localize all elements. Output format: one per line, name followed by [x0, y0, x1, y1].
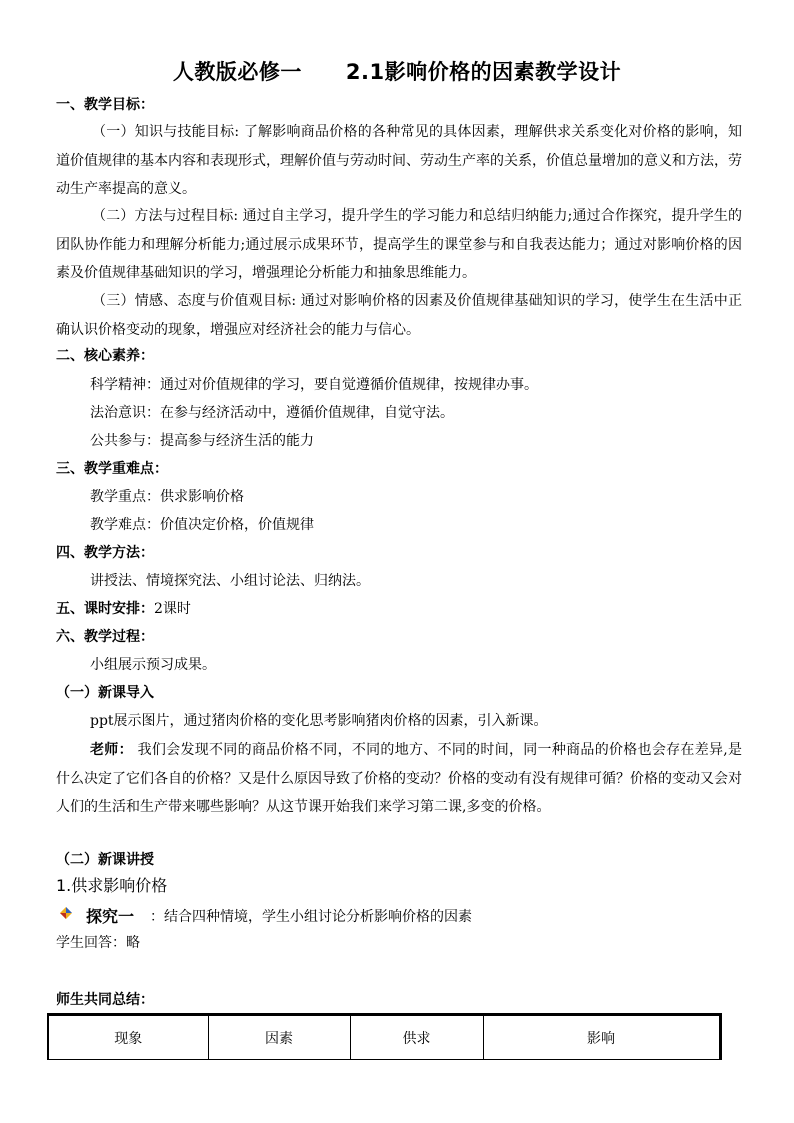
summary-table [47, 1013, 722, 1060]
key-point-difficulty: 教学难点：价值决定价格，价值规律 [90, 517, 314, 533]
schedule-row [56, 599, 191, 619]
heading-process: 六、教学过程： [56, 629, 154, 645]
probe-title: 探究一 [86, 907, 135, 926]
process-intro: 小组展示预习成果。 [90, 657, 216, 673]
heading-literacy: 二、核心素养： [56, 348, 154, 364]
subheading-lecture: （二）新课讲授 [56, 852, 154, 868]
title-part-2: 2.1影响价格的因素教学设计 [345, 60, 622, 84]
teacher-label: 老师： [90, 742, 133, 758]
methods-text: 讲授法、情境探究法、小组讨论法、归纳法。 [90, 573, 370, 589]
heading-methods: 四、教学方法： [56, 545, 154, 561]
literacy-law: 法治意识：在参与经济活动中，遵循价值规律，自觉守法。 [90, 405, 454, 421]
document-title [0, 56, 794, 86]
introduction-text: ppt展示图片，通过猪肉价格的变化思考影响猪肉价格的因素，引入新课。 [90, 713, 548, 729]
teacher-text: 我们会发现不同的商品价格不同，不同的地方、不同的时间，同一种商品的价格也会存在差异,是什么决定了它们各自的价格？又是什么原因导致了价格的变动？价格的变动有没有规律可循？价格的变动又会对人们的生活和生产带来哪些影响？从这节课开始我们来学习第二课,多变的价格。 [56, 742, 742, 816]
table-header-row [48, 1015, 720, 1060]
header-phenomenon: 现象 [114, 1030, 143, 1047]
probe-text: ：结合四种情境，学生小组讨论分析影响价格的因素 [150, 909, 472, 925]
title-part-1: 人教版必修一 [172, 60, 302, 84]
heading-objectives: 一、教学目标： [56, 97, 154, 113]
objective-method: （二）方法与过程目标: 通过自主学习，提升学生的学习能力和总结归纳能力;通过合作探究，提升学生的团队协作能力和理解分析能力;通过展示成果环节，提高学生的课堂参与和自我表达能力；通过对影响价格的因素及价值规律基础知识的学习，增强理论分析能力和抽象思维能力。 [56, 208, 742, 282]
objective-knowledge: （一）知识与技能目标: 了解影响商品价格的各种常见的具体因素，理解供求关系变化对价格的影响，知道价值规律的基本内容和表现形式，理解价值与劳动时间、劳动生产率的关系，价值总量增加的意义和方法，劳动生产率提高的意义。 [56, 124, 742, 198]
header-supply-demand: 供求 [350, 1015, 483, 1060]
heading-key-points: 三、教学重难点： [56, 461, 168, 477]
teacher-paragraph [56, 736, 742, 822]
student-answer: 学生回答：略 [56, 935, 140, 951]
probe-bullet-icon [58, 905, 74, 921]
objective-attitude: （三）情感、态度与价值观目标: 通过对影响价格的因素及价值规律基础知识的学习，使学生在生活中正确认识价格变动的现象，增强应对经济社会的能力与信心。 [56, 293, 742, 338]
literacy-public: 公共参与：提高参与经济生活的能力 [90, 433, 314, 449]
header-factor: 因素 [208, 1015, 350, 1060]
subheading-introduction: （一）新课导入 [56, 685, 154, 701]
schedule-value: 2课时 [154, 601, 191, 617]
topic-supply-demand: 1.供求影响价格 [56, 876, 168, 895]
key-point-focus: 教学重点：供求影响价格 [90, 489, 244, 505]
summary-heading: 师生共同总结： [56, 992, 154, 1008]
literacy-science: 科学精神：通过对价值规律的学习，要自觉遵循价值规律，按规律办事。 [90, 377, 538, 393]
heading-schedule: 五、课时安排： [56, 601, 154, 617]
header-impact: 影响 [483, 1015, 720, 1060]
